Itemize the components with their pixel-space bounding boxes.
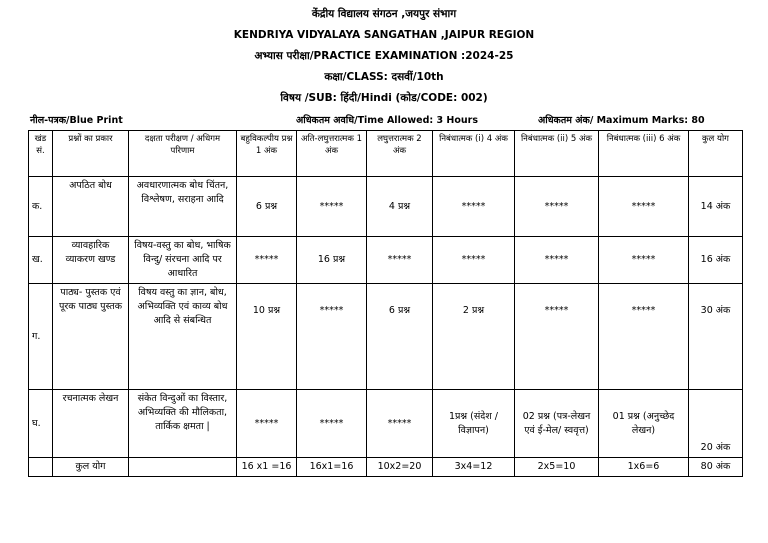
table-cell: ख. xyxy=(29,237,53,284)
table-cell: ***** xyxy=(433,237,515,284)
table-cell: ***** xyxy=(433,177,515,237)
col-header: निबंधात्मक (ii) 5 अंक xyxy=(515,131,599,177)
table-cell: 3x4=12 xyxy=(433,458,515,477)
col-header: निबंधात्मक (iii) 6 अंक xyxy=(599,131,689,177)
table-cell: अवधारणात्मक बोध चिंतन, विश्लेषण, सराहना आदि xyxy=(129,177,237,237)
table-cell: रचनात्मक लेखन xyxy=(53,390,129,458)
table-cell: ***** xyxy=(237,237,297,284)
table-cell: 6 प्रश्न xyxy=(367,284,433,390)
blueprint-table xyxy=(28,130,743,477)
table-total-row xyxy=(29,458,743,477)
table-cell: 16 प्रश्न xyxy=(297,237,367,284)
table-cell: ***** xyxy=(297,390,367,458)
document-header xyxy=(0,4,768,109)
table-cell: 10x2=20 xyxy=(367,458,433,477)
table-cell: 6 प्रश्न xyxy=(237,177,297,237)
table-cell: पाठ्य- पुस्तक एवं पूरक पाठ्य पुस्तक xyxy=(53,284,129,390)
table-cell: अपठित बोध xyxy=(53,177,129,237)
col-header: कुल योग xyxy=(689,131,743,177)
col-header: लघुत्तरात्मक 2 अंक xyxy=(367,131,433,177)
table-cell: 14 अंक xyxy=(689,177,743,237)
table-row xyxy=(29,237,743,284)
table-cell: ***** xyxy=(367,390,433,458)
table-row xyxy=(29,177,743,237)
table-cell: ***** xyxy=(297,177,367,237)
table-cell: 4 प्रश्न xyxy=(367,177,433,237)
col-header: अति-लघुत्तरात्मक 1 अंक xyxy=(297,131,367,177)
table-cell: 10 प्रश्न xyxy=(237,284,297,390)
table-cell: 20 अंक xyxy=(689,390,743,458)
table-cell: 16 x1 =16 xyxy=(237,458,297,477)
table-cell: क. xyxy=(29,177,53,237)
table-cell: ***** xyxy=(515,177,599,237)
table-cell: संकेत विन्दुओं का विस्तार, अभिव्यक्ति की मौलिकता, तार्किक क्षमता | xyxy=(129,390,237,458)
table-cell: ***** xyxy=(599,237,689,284)
table-cell xyxy=(129,458,237,477)
time-allowed: अधिकतम अवधि/Time Allowed: 3 Hours xyxy=(296,115,478,126)
table-cell: 80 अंक xyxy=(689,458,743,477)
table-cell: कुल योग xyxy=(53,458,129,477)
table-cell: ***** xyxy=(599,177,689,237)
table-cell: ***** xyxy=(599,284,689,390)
table-cell: ***** xyxy=(297,284,367,390)
header-exam: अभ्यास परीक्षा/PRACTICE EXAMINATION :2024-25 xyxy=(254,50,514,62)
table-cell: 30 अंक xyxy=(689,284,743,390)
table-row xyxy=(29,390,743,458)
table-cell: 02 प्रश्न (पत्र-लेखन एवं ई-मेल/ स्ववृत्त) xyxy=(515,390,599,458)
table-cell: 2 प्रश्न xyxy=(433,284,515,390)
table-cell xyxy=(29,458,53,477)
table-cell: ग. xyxy=(29,284,53,390)
table-cell: 1x6=6 xyxy=(599,458,689,477)
col-header: बहुविकल्पीय प्रश्न 1 अंक xyxy=(237,131,297,177)
col-header: खंड सं. xyxy=(29,131,53,177)
table-cell: विषय वस्तु का ज्ञान, बोध, अभिव्यक्ति एवं काव्य बोध आदि से संबन्धित xyxy=(129,284,237,390)
header-subject: विषय /SUB: हिंदी/Hindi (कोड/CODE: 002) xyxy=(280,92,488,104)
header-org-hindi: केंद्रीय विद्यालय संगठन ,जयपुर संभाग xyxy=(311,8,457,20)
table-cell: घ. xyxy=(29,390,53,458)
table-cell: 01 प्रश्न (अनुच्छेद लेखन) xyxy=(599,390,689,458)
table-header-row xyxy=(29,131,743,177)
table-cell: व्यावहारिक व्याकरण खण्ड xyxy=(53,237,129,284)
table-cell: 16x1=16 xyxy=(297,458,367,477)
table-cell: ***** xyxy=(515,284,599,390)
blueprint-label: नील-पत्रक/Blue Print xyxy=(30,115,123,126)
col-header: दक्षता परीक्षण / अधिगम परिणाम xyxy=(129,131,237,177)
table-cell: ***** xyxy=(515,237,599,284)
table-cell: ***** xyxy=(237,390,297,458)
maximum-marks: अधिकतम अंक/ Maximum Marks: 80 xyxy=(538,115,705,126)
table-cell: 1प्रश्न (संदेश / विज्ञापन) xyxy=(433,390,515,458)
col-header: प्रश्नों का प्रकार xyxy=(53,131,129,177)
table-row xyxy=(29,284,743,390)
table-cell: ***** xyxy=(367,237,433,284)
table-cell: 16 अंक xyxy=(689,237,743,284)
header-class: कक्षा/CLASS: दसवीं/10th xyxy=(324,71,444,83)
col-header: निबंधात्मक (i) 4 अंक xyxy=(433,131,515,177)
table-cell: 2x5=10 xyxy=(515,458,599,477)
table-cell: विषय-वस्तु का बोध, भाषिक विन्दु/ संरचना आदि पर आधारित xyxy=(129,237,237,284)
header-org-english: KENDRIYA VIDYALAYA SANGATHAN ,JAIPUR REGION xyxy=(233,29,535,41)
